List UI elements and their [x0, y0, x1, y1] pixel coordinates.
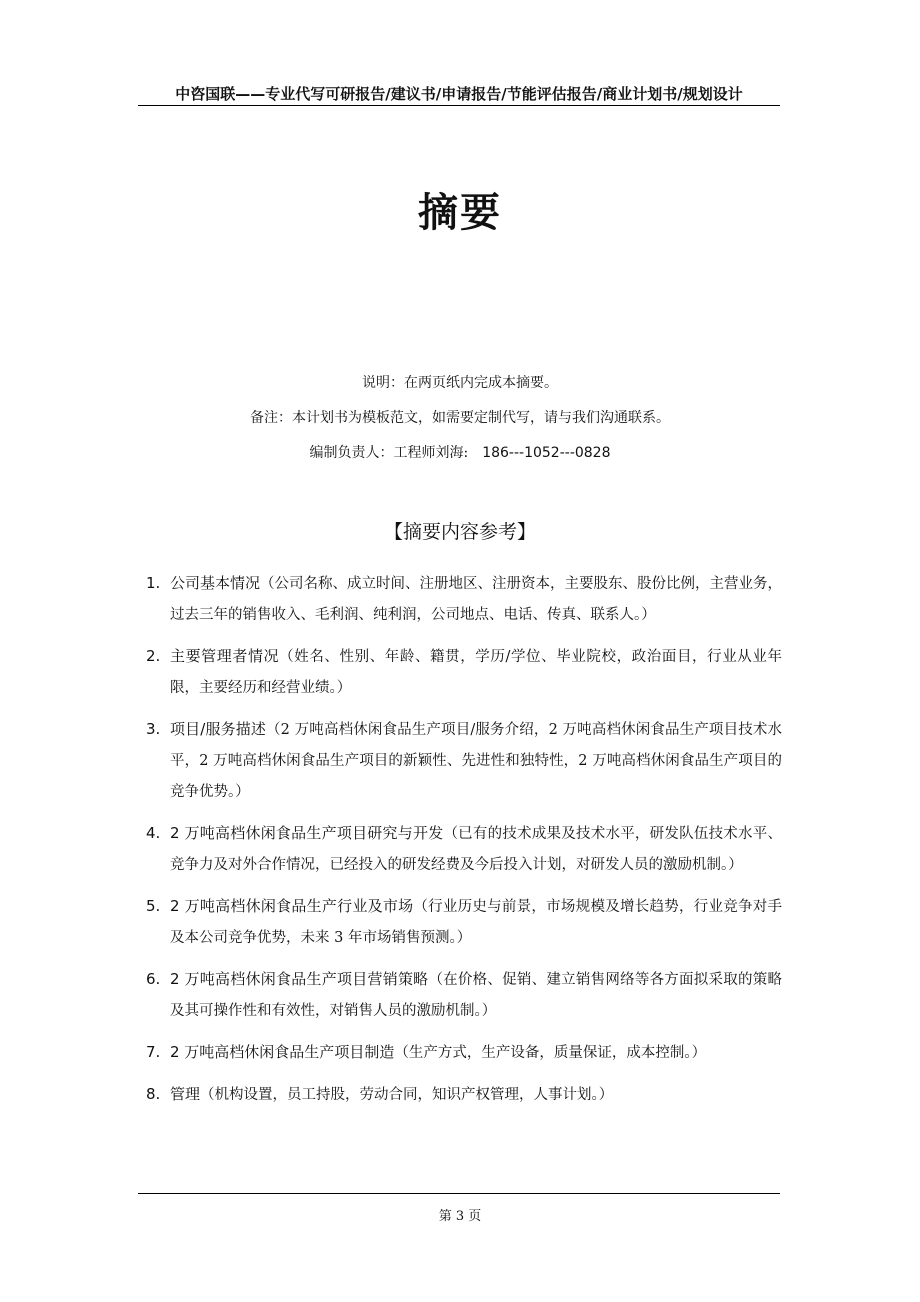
list-item-body [170, 891, 782, 954]
list-item-heading: 2 万吨高档休闲食品生产行业及市场 [170, 897, 414, 915]
list-item-number: 7. [146, 1043, 161, 1061]
list-item-heading: 管理 [170, 1085, 201, 1103]
list-item-heading: 2 万吨高档休闲食品生产项目研究与开发 [170, 824, 444, 842]
page-number: 第 3 页 [438, 1209, 482, 1224]
section-subtitle: 【摘要内容参考】 [383, 521, 536, 543]
list-item [146, 641, 782, 704]
header-divider [138, 105, 780, 106]
list-item-body [170, 568, 782, 631]
list-item-heading: 主要管理者情况 [170, 647, 280, 665]
summary-list [146, 568, 782, 1121]
list-item [146, 964, 782, 1027]
list-item-description: （公司名称、成立时间、注册地区、注册资本，主要股东、股份比例，主营业务，过去三年的销售收入、毛利润、纯利润，公司地点、电话、传真、联系人。） [170, 576, 783, 623]
list-item [146, 891, 782, 954]
list-item [146, 1037, 782, 1069]
list-item-number: 5. [146, 897, 161, 915]
list-item-description: （在价格、促销、建立销售网络等各方面拟采取的策略及其可操作性和有效性，对销售人员的激励机制。） [170, 972, 782, 1019]
list-item-description: （行业历史与前景，市场规模及增长趋势，行业竞争对手及本公司竞争优势，未来 3 年市场销售预测。） [170, 899, 782, 946]
list-item-number: 8. [146, 1085, 161, 1103]
editor-phone: 186---1052---0828 [482, 445, 611, 461]
list-item-description: （生产方式，生产设备，质量保证，成本控制。） [394, 1045, 707, 1061]
list-item-number: 1. [146, 574, 161, 592]
list-item [146, 1079, 782, 1111]
editor-label: 编制负责人：工程师刘海: [309, 445, 469, 461]
list-item-number: 2. [146, 647, 161, 665]
page-title: 摘要 [418, 190, 502, 236]
list-item-body [170, 964, 782, 1027]
list-item-body [170, 641, 782, 704]
page-header: 中咨国联——专业代写可研报告/建议书/申请报告/节能评估报告/商业计划书/规划设计 [175, 85, 743, 103]
footer-divider [138, 1193, 780, 1194]
list-item [146, 818, 782, 881]
list-item-description: （姓名、性别、年龄、籍贯，学历/学位、毕业院校，政治面目，行业从业年限，主要经历和经营业绩。） [170, 649, 782, 696]
list-item-body [170, 1037, 782, 1069]
list-item-body [170, 818, 782, 881]
notes-block [0, 372, 920, 477]
note-instruction: 说明：在两页纸内完成本摘要。 [362, 375, 558, 391]
list-item-heading: 公司基本情况 [170, 574, 261, 592]
list-item-number: 3. [146, 720, 161, 738]
list-item-heading: 项目/服务描述 [170, 720, 267, 738]
list-item-body [170, 714, 782, 808]
list-item-number: 6. [146, 970, 161, 988]
list-item-body [170, 1079, 782, 1111]
note-editor [0, 442, 920, 477]
note-remark: 备注：本计划书为模板范文，如需要定制代写，请与我们沟通联系。 [250, 410, 670, 426]
list-item-description: （2 万吨高档休闲食品生产项目/服务介绍，2 万吨高档休闲食品生产项目技术水平，2 万吨高档休闲食品生产项目的新颖性、先进性和独特性，2 万吨高档休闲食品生产项目的竞争优势。） [170, 722, 782, 800]
list-item-description: （已有的技术成果及技术水平，研发队伍技术水平、竞争力及对外合作情况，已经投入的研发经费及今后投入计划，对研发人员的激励机制。） [170, 826, 782, 873]
list-item-heading: 2 万吨高档休闲食品生产项目制造 [170, 1043, 395, 1061]
list-item-description: （机构设置，员工持股，劳动合同，知识产权管理，人事计划。） [200, 1087, 614, 1103]
list-item [146, 714, 782, 808]
list-item-heading: 2 万吨高档休闲食品生产项目营销策略 [170, 970, 429, 988]
list-item [146, 568, 782, 631]
list-item-number: 4. [146, 824, 161, 842]
